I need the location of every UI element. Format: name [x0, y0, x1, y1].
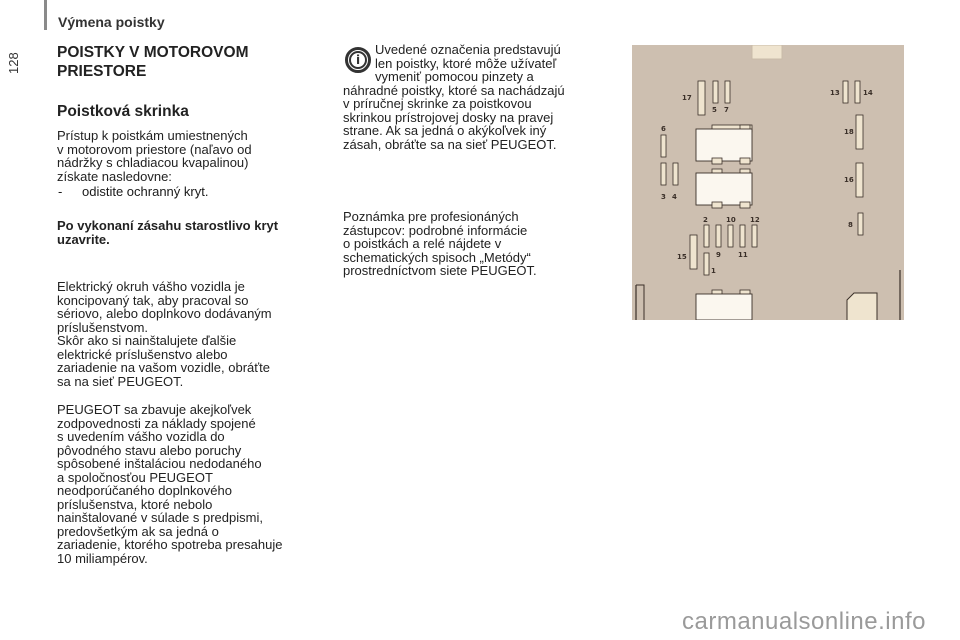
sub-heading: Poistková skrinka: [57, 103, 189, 120]
fuse-11: [740, 225, 745, 247]
label-14: 14: [863, 89, 873, 97]
fuse-16: [856, 163, 863, 197]
install-paragraph: Skôr ako si nainštalujete ďalšie elektrické príslušenstvo alebo zariadenie na vašom vozidle, obráťte sa na sieť PEUGEOT.: [57, 333, 270, 389]
fuse-4: [673, 163, 678, 185]
bullet-item: - odistite ochranný kryt.: [58, 184, 209, 199]
header-accent-bar: [44, 0, 47, 30]
label-7: 7: [724, 106, 729, 114]
warning-paragraph: Po vykonaní zásahu starostlivo kryt uzavrite.: [57, 218, 279, 247]
fuse-15: [690, 235, 697, 269]
watermark: carmanualsonline.info: [682, 608, 926, 635]
fuse-7: [725, 81, 730, 103]
relay-middle: [696, 169, 752, 208]
liability-paragraph: PEUGEOT sa zbavuje akejkoľvek zodpovednosti za náklady spojené s uvedením vášho vozidla do pôvodného stavu alebo poruchy spôsobené inštaláciou nedodaného a spoločnosťou PEUGEOT neodporúčaného doplnkového príslušenstva, ktoré nebolo nainštalované v súlade s predpismi, predovšetkým ak sa jedná o zariadenie, ktorého spotreba presahuje 10 miliampérov.: [57, 402, 283, 566]
fuse-18: [856, 115, 863, 149]
connector-outline: [847, 293, 877, 320]
label-6: 6: [661, 125, 666, 133]
label-15: 15: [677, 253, 687, 261]
top-tab: [752, 45, 782, 59]
main-heading: POISTKY V MOTOROVOM PRIESTORE: [57, 44, 249, 80]
label-2: 2: [703, 216, 708, 224]
fuse-6: [661, 135, 666, 157]
fuse-17: [698, 81, 705, 115]
access-paragraph: Prístup k poistkám umiestnených v motorovom priestore (naľavo od nádržky s chladiacou kvapalinou) získate nasledovne:: [57, 128, 252, 184]
label-9: 9: [716, 251, 721, 259]
label-1: 1: [711, 267, 716, 275]
label-4: 4: [672, 193, 677, 201]
fuse-3: [661, 163, 666, 185]
fuse-2: [704, 225, 709, 247]
page-number: 128: [6, 52, 21, 74]
label-10: 10: [726, 216, 736, 224]
label-8: 8: [848, 221, 853, 229]
circuit-paragraph: Elektrický okruh vášho vozidla je koncipovaný tak, aby pracoval so sériovo, alebo doplnkovo dodávaným príslušenstvom.: [57, 279, 272, 335]
section-title: Výmena poistky: [58, 14, 165, 30]
label-5: 5: [712, 106, 717, 114]
label-3: 3: [661, 193, 666, 201]
fuse-13: [843, 81, 848, 103]
bullet-dash: -: [58, 184, 63, 199]
relay-lower: [696, 290, 752, 320]
fuse-14: [855, 81, 860, 103]
fuse-10: [728, 225, 733, 247]
note-paragraph: Poznámka pre profesionáných zástupcov: podrobné informácie o poistkách a relé nájdete v schematických spisoch „Metódy“ prostredníctvom siete PEUGEOT.: [343, 209, 537, 278]
info-icon: i: [345, 47, 371, 73]
label-13: 13: [830, 89, 840, 97]
fuse-1: [704, 253, 709, 275]
label-18: 18: [844, 128, 854, 136]
label-11: 11: [738, 251, 748, 259]
label-12: 12: [750, 216, 760, 224]
info-paragraph: Uvedené označenia predstavujú len poistky, ktoré môže užívateľ vymeniť pomocou pinzety a náhradné poistky, ktoré sa nachádzajú v príručnej skrinke za poistkovou skrinkou prístrojovej dosky na pravej strane. Ak sa jedná o akýkoľvek iný zásah, obráťte sa na sieť PEUGEOT.: [343, 42, 565, 152]
fuse-8: [858, 213, 863, 235]
fusebox-diagram: [632, 45, 904, 320]
fuse-5: [713, 81, 718, 103]
label-17: 17: [682, 94, 692, 102]
label-16: 16: [844, 176, 854, 184]
fuse-12: [752, 225, 757, 247]
relay-upper: [696, 125, 752, 164]
fuse-9: [716, 225, 721, 247]
